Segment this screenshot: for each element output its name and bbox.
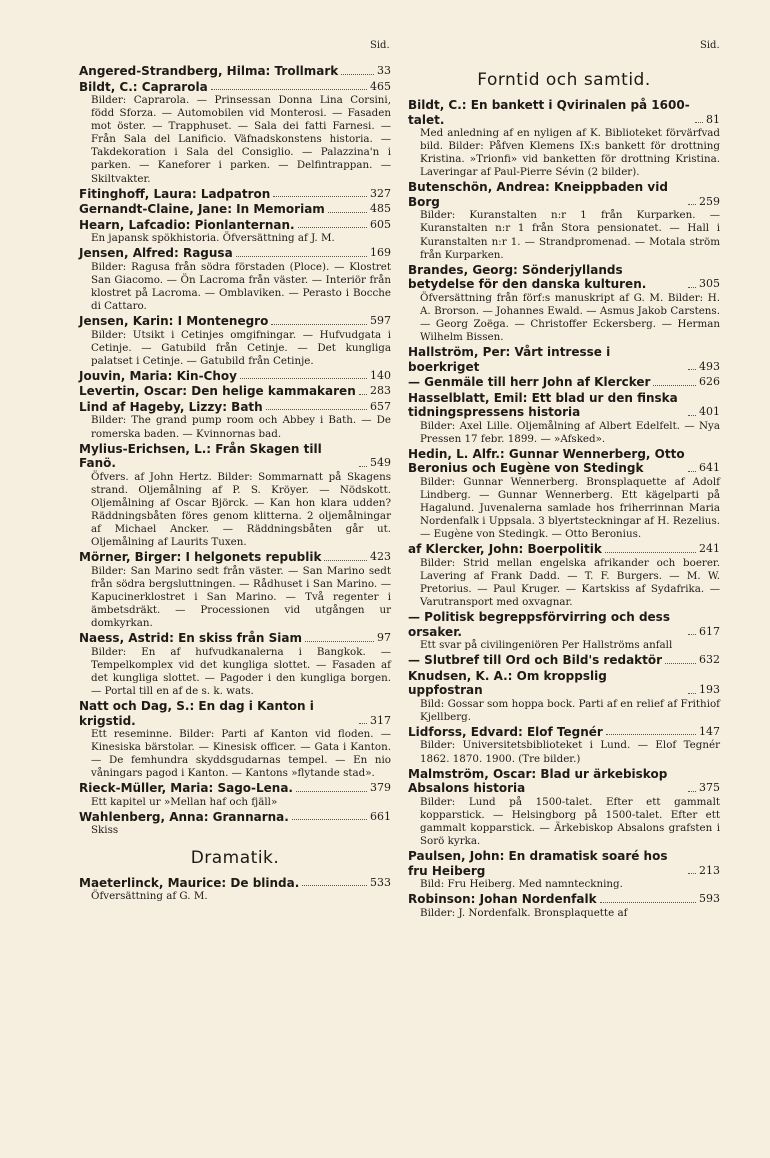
leader-dots <box>324 560 367 561</box>
entry-page-number: 641 <box>699 461 720 475</box>
leader-dots <box>302 885 367 886</box>
leader-dots <box>688 471 696 472</box>
entry-title: Bildt, C.: En bankett i Qvirinalen på 1600-talet. <box>408 98 690 127</box>
entry-title: Lind af Hageby, Lizzy: Bath <box>79 399 263 414</box>
leader-dots <box>695 122 703 123</box>
entry-title: Knudsen, K. A.: Om kroppslig uppfostran <box>408 668 607 698</box>
entry-title: Maeterlinck, Maurice: De blinda. <box>79 875 300 890</box>
entry-description: Bilder: Ragusa från södra förstaden (Ploce). — Klostret San Giacomo. — Ön Lacroma från väster. — Interiör från klostret på Lacroma. — Omblaviken. — Perasto i Bocche di Cattaro. <box>91 260 391 313</box>
entry-heading <box>79 876 391 891</box>
entry-heading <box>79 80 391 95</box>
entry-heading <box>79 384 391 399</box>
index-entry <box>408 375 720 390</box>
entry-description: Bild: Gossar som hoppa bock. Parti af en relief af Frithiof Kjellberg. <box>420 697 720 723</box>
index-entry <box>79 369 391 384</box>
entry-heading <box>79 187 391 202</box>
entry-heading <box>79 246 391 261</box>
index-entry <box>408 669 720 724</box>
page-column-label-left: Sid. <box>370 40 390 51</box>
leader-dots <box>266 409 367 410</box>
index-entry <box>79 781 391 809</box>
entry-heading <box>79 550 391 565</box>
index-entry <box>79 631 391 698</box>
leader-dots <box>296 791 367 792</box>
entry-description: Bilder: Utsikt i Cetinjes omgifningar. — Hufvudgata i Cetinje. — Gatubild från Cetinje. — Det kungliga palatset i Cetinje. — Gatubild från Cetinje. <box>91 328 391 367</box>
entry-title: Jouvin, Maria: Kin-Choy <box>79 368 237 383</box>
entry-heading <box>408 375 720 390</box>
entry-description: Bilder: Caprarola. — Prinsessan Donna Lina Corsini, född Sforza. — Automobilen vid Monterosi. — Fasaden mot öster. — Trapphuset. — Sala dei fatti Farnesi. — Från Sala del Lanificio. Väfnadskonstens historia. — Takdekoration i Sala del Consiglio. — Palazzina'n i parken. — Kaneforer i parken. — Delfintrappan. — Skiltvakter. <box>91 94 391 185</box>
entry-heading <box>79 314 391 329</box>
leader-dots <box>600 902 696 903</box>
entry-heading <box>79 218 391 233</box>
entry-heading <box>408 610 720 639</box>
entry-page-number: 593 <box>699 892 720 906</box>
entry-page-number: 485 <box>370 202 391 216</box>
index-entry <box>79 384 391 399</box>
page-column-label-right: Sid. <box>700 40 720 51</box>
entry-heading <box>408 542 720 557</box>
entry-heading <box>79 442 391 471</box>
entry-heading <box>408 849 720 878</box>
entry-title: Mylius-Erichsen, L.: Från Skagen till Fanö. <box>79 441 322 471</box>
leader-dots <box>273 196 367 197</box>
entry-page-number: 379 <box>370 781 391 795</box>
entry-page-number: 617 <box>699 624 720 638</box>
entry-title: Mörner, Birger: I helgonets republik <box>79 550 322 565</box>
section-dramatik: Dramatik. <box>190 847 280 868</box>
entry-page-number: 632 <box>699 653 720 667</box>
leader-dots <box>606 734 696 735</box>
entry-heading <box>79 64 391 79</box>
entry-heading <box>408 725 720 740</box>
leader-dots <box>688 693 696 694</box>
entry-description: Bilder: Lund på 1500-talet. Efter ett gammalt kopparstick. — Helsingborg på 1500-talet. Efter ett gammalt kopparstick. — Ärkebiskop Absalons grafsten i Sorö kyrka. <box>420 795 720 847</box>
entry-page-number: 305 <box>699 277 720 291</box>
leader-dots <box>688 873 696 874</box>
entry-page-number: 533 <box>370 875 391 889</box>
entry-heading <box>408 180 720 209</box>
entry-description: Bilder: The grand pump room och Abbey i Bath. — De romerska baden. — Kvinnornas bad. <box>91 414 391 440</box>
leader-dots <box>359 723 367 724</box>
index-entry <box>408 345 720 374</box>
entry-page-number: 423 <box>370 550 391 564</box>
entry-page-number: 283 <box>370 384 391 398</box>
entry-page-number: 169 <box>370 246 391 260</box>
index-entry <box>79 400 391 441</box>
leader-dots <box>271 324 367 325</box>
index-entry <box>79 218 391 246</box>
index-entry <box>79 64 391 79</box>
index-entry <box>408 767 720 848</box>
entry-title: Hedin, L. Alfr.: Gunnar Wennerberg, Otto Beronius och Eugène von Stedingk <box>408 446 685 476</box>
entry-description: Bilder: Strid mellan engelska afrikander och boerer. Lavering af Frank Dadd. — T. F. Burgers. — M. W. Pretorius. — Paul Kruger. — Kartskiss af Sydafrika. — Varutransport med oxvagnar. <box>420 556 720 609</box>
index-entry <box>408 610 720 652</box>
entry-description: Bilder: Gunnar Wennerberg. Bronsplaquette af Adolf Lindberg. — Gunnar Wennerberg. Ett kägelparti på Hagalund. Juvenalerna samlade hos friherrinnan Maria Nordenfalk i Uppsala. 3 blyertsteckningar af H. Rezelius. — Eugène von Stedingk. — Otto Beronius. <box>420 475 720 541</box>
entry-page-number: 597 <box>370 314 391 328</box>
entry-title: — Slutbref till Ord och Bild's redaktör <box>408 653 663 668</box>
entry-heading <box>408 98 720 127</box>
entry-heading <box>79 631 391 646</box>
entry-heading <box>408 447 720 476</box>
entry-title: Jensen, Alfred: Ragusa <box>79 246 233 261</box>
dramatik-entries <box>79 876 391 904</box>
leader-dots <box>236 256 367 257</box>
entry-title: Angered-Strandberg, Hilma: Trollmark <box>79 64 339 78</box>
entry-heading <box>408 263 720 292</box>
index-entry <box>408 263 720 344</box>
leader-dots <box>688 369 696 370</box>
entry-heading <box>79 400 391 415</box>
entry-page-number: 33 <box>377 64 391 77</box>
entry-page-number: 97 <box>377 631 391 645</box>
entry-heading <box>408 345 720 374</box>
entry-title: Bildt, C.: Caprarola <box>79 79 208 94</box>
entry-page-number: 317 <box>370 713 391 727</box>
index-entry <box>79 876 391 904</box>
leader-dots <box>688 791 696 792</box>
left-entries <box>79 64 391 838</box>
leader-dots <box>240 378 367 379</box>
index-entry <box>79 550 391 630</box>
entry-heading <box>408 767 720 796</box>
leader-dots <box>292 819 367 820</box>
entry-heading <box>79 369 391 384</box>
leader-dots <box>341 74 374 75</box>
entry-description: Med anledning af en nyligen af K. Biblioteket förvärfvad bild. Bilder: Påfven Klemens IX:s bankett för drottning Kristina. »Trionfi» vid banketten för drottning Kristina. Laveringar af Paul-Pierre Sévin (2 bilder). <box>420 127 720 179</box>
leader-dots <box>605 552 696 553</box>
entry-description: Bilder: J. Nordenfalk. Bronsplaquette af <box>420 906 628 919</box>
entry-heading <box>408 653 720 668</box>
entry-title: Natt och Dag, S.: En dag i Kanton i krigstid. <box>79 699 314 728</box>
index-entry <box>408 725 720 766</box>
leader-dots <box>688 287 696 288</box>
entry-description: Bilder: Kuranstalten n:r 1 från Kurparken. — Kuranstalten n:r 1 från Stora pensionatet. — Hall i Kuranstalten n:r 1. — Strandpromenad. — Motala ström från Kurparken. <box>420 209 720 261</box>
index-entry <box>408 447 720 541</box>
entry-page-number: 140 <box>370 368 391 382</box>
index-entry <box>408 653 720 668</box>
entry-title: af Klercker, John: Boerpolitik <box>408 542 602 557</box>
entry-description: Ett svar på civilingeniören Per Hallströms anfall <box>420 639 673 652</box>
index-entry <box>408 542 720 609</box>
entry-page-number: 549 <box>370 456 391 470</box>
entry-title: Levertin, Oscar: Den helige kammakaren <box>79 384 356 399</box>
entry-page-number: 327 <box>370 186 391 200</box>
leader-dots <box>305 641 374 642</box>
entry-page-number: 81 <box>706 112 720 126</box>
leader-dots <box>359 394 367 395</box>
right-entries <box>408 98 720 920</box>
index-entry <box>79 246 391 313</box>
entry-page-number: 493 <box>699 359 720 373</box>
entry-page-number: 241 <box>699 542 720 556</box>
entry-description: Bilder: Axel Lille. Oljemålning af Albert Edelfelt. — Nya Pressen 17 febr. 1899. — »Afsked». <box>420 419 720 445</box>
index-entry <box>408 391 720 446</box>
leader-dots <box>298 227 367 228</box>
index-entry <box>408 849 720 891</box>
entry-heading <box>408 892 720 907</box>
entry-title: Gernandt-Claine, Jane: In Memoriam <box>79 202 325 217</box>
entry-page-number: 465 <box>370 79 391 93</box>
entry-description: Öfversättning af G. M. <box>91 890 208 903</box>
entry-title: — Genmäle till herr John af Klercker <box>408 375 651 390</box>
index-entry <box>408 98 720 179</box>
entry-description: Bild: Fru Heiberg. Med namnteckning. <box>420 878 623 890</box>
entry-title: Fitinghoff, Laura: Ladpatron <box>79 186 271 201</box>
index-entry <box>79 699 391 780</box>
index-entry <box>79 202 391 217</box>
entry-title: Rieck-Müller, Maria: Sago-Lena. <box>79 781 293 796</box>
entry-description: Skiss <box>91 824 119 837</box>
entry-title: Malmström, Oscar: Blad ur ärkebiskop Absalons historia <box>408 766 668 796</box>
entry-heading <box>79 202 391 217</box>
entry-page-number: 213 <box>699 863 720 877</box>
entry-title: Hallström, Per: Vårt intresse i boerkriget <box>408 345 611 374</box>
entry-description: Bilder: Universitetsbiblioteket i Lund. — Elof Tegnér 1862. 1870. 1900. (Tre bilder.) <box>420 739 720 765</box>
leader-dots <box>328 212 367 213</box>
entry-page-number: 657 <box>370 399 391 413</box>
entry-description: En japansk spökhistoria. Öfversättning af J. M. <box>91 232 335 245</box>
entry-page-number: 375 <box>699 781 720 795</box>
entry-title: Naess, Astrid: En skiss från Siam <box>79 631 302 646</box>
leader-dots <box>665 663 696 664</box>
entry-title: Hearn, Lafcadio: Pionlanternan. <box>79 217 295 232</box>
entry-heading <box>79 781 391 796</box>
entry-heading <box>79 810 391 825</box>
entry-page-number: 193 <box>699 683 720 697</box>
entry-page-number: 605 <box>370 217 391 231</box>
entry-page-number: 401 <box>699 405 720 419</box>
entry-title: Brandes, Georg: Sönderjyllands betydelse för den danska kulturen. <box>408 262 647 292</box>
left-column <box>79 40 391 904</box>
index-entry <box>79 314 391 368</box>
entry-title: — Politisk begreppsförvirring och dess orsaker. <box>408 610 670 639</box>
entry-heading <box>79 699 391 728</box>
entry-page-number: 661 <box>370 809 391 823</box>
leader-dots <box>688 415 696 416</box>
index-entry <box>79 80 391 186</box>
entry-title: Wahlenberg, Anna: Grannarna. <box>79 809 289 824</box>
index-entry <box>79 810 391 838</box>
entry-heading <box>408 669 720 698</box>
right-column <box>408 40 720 921</box>
leader-dots <box>211 89 367 90</box>
entry-title: Hasselblatt, Emil: Ett blad ur den finska tidningspressens historia <box>408 390 678 420</box>
entry-description: Öfvers. af John Hertz. Bilder: Sommarnatt på Skagens strand. Oljemålning af P. S. Kröyer. — Nödskott. Oljemålning af Oscar Björck. — Kan hon klara udden? Räddningsbåten föres genom klitterna. 2 oljemålningar af Michael Ancker. — Räddningsbåten går ut. Oljemålning af Laurits Tuxen. <box>91 470 391 549</box>
entry-title: Robinson: Johan Nordenfalk <box>408 892 597 907</box>
leader-dots <box>688 204 696 205</box>
index-entry <box>408 180 720 261</box>
entry-description: Ett reseminne. Bilder: Parti af Kanton vid floden. — Kinesiska bärstolar. — Kinesisk officer. — Gata i Kanton. — De femhundra skyddsgudarnas tempel. — En nio våningars pagod i Kanton. — Kantons »flytande stad». <box>91 728 391 780</box>
entry-heading <box>408 391 720 420</box>
section-forntid-och-samtid: Forntid och samtid. <box>477 70 651 90</box>
entry-description: Ett kapitel ur »Mellan haf och fjäll» <box>91 795 278 808</box>
index-entry <box>79 442 391 550</box>
entry-description: Bilder: San Marino sedt från väster. — San Marino sedt från södra bergsluttningen. — Rådhuset i San Marino. — Kapucinerklostret i San Marino. — Två regenter i ämbetsdräkt. — Processionen vid utgången ur domkyrkan. <box>91 564 391 630</box>
entry-title: Jensen, Karin: I Montenegro <box>79 314 269 329</box>
entry-title: Lidforss, Edvard: Elof Tegnér <box>408 724 603 739</box>
entry-title: Butenschön, Andrea: Kneippbaden vid Borg <box>408 180 668 209</box>
leader-dots <box>688 634 696 635</box>
entry-title: Paulsen, John: En dramatisk soaré hos fru Heiberg <box>408 849 668 878</box>
index-entry <box>79 187 391 202</box>
entry-description: Öfversättning från förf:s manuskript af G. M. Bilder: H. A. Brorson. — Johannes Ewald. — Asmus Jakob Carstens. — Georg Zoëga. — Christoffer Eckersberg. — Herman Wilhelm Bissen. <box>420 291 720 344</box>
entry-page-number: 259 <box>699 194 720 208</box>
entry-page-number: 147 <box>699 724 720 738</box>
leader-dots <box>359 466 367 467</box>
leader-dots <box>653 385 696 386</box>
entry-page-number: 626 <box>699 375 720 389</box>
entry-description: Bilder: En af hufvudkanalerna i Bangkok. — Tempelkomplex vid det kungliga slottet. — Fasaden af det kungliga slottet. — Pagoder i den kungliga borgen. — Portal till en af de s. k. wats. <box>91 645 391 697</box>
index-entry <box>408 892 720 920</box>
